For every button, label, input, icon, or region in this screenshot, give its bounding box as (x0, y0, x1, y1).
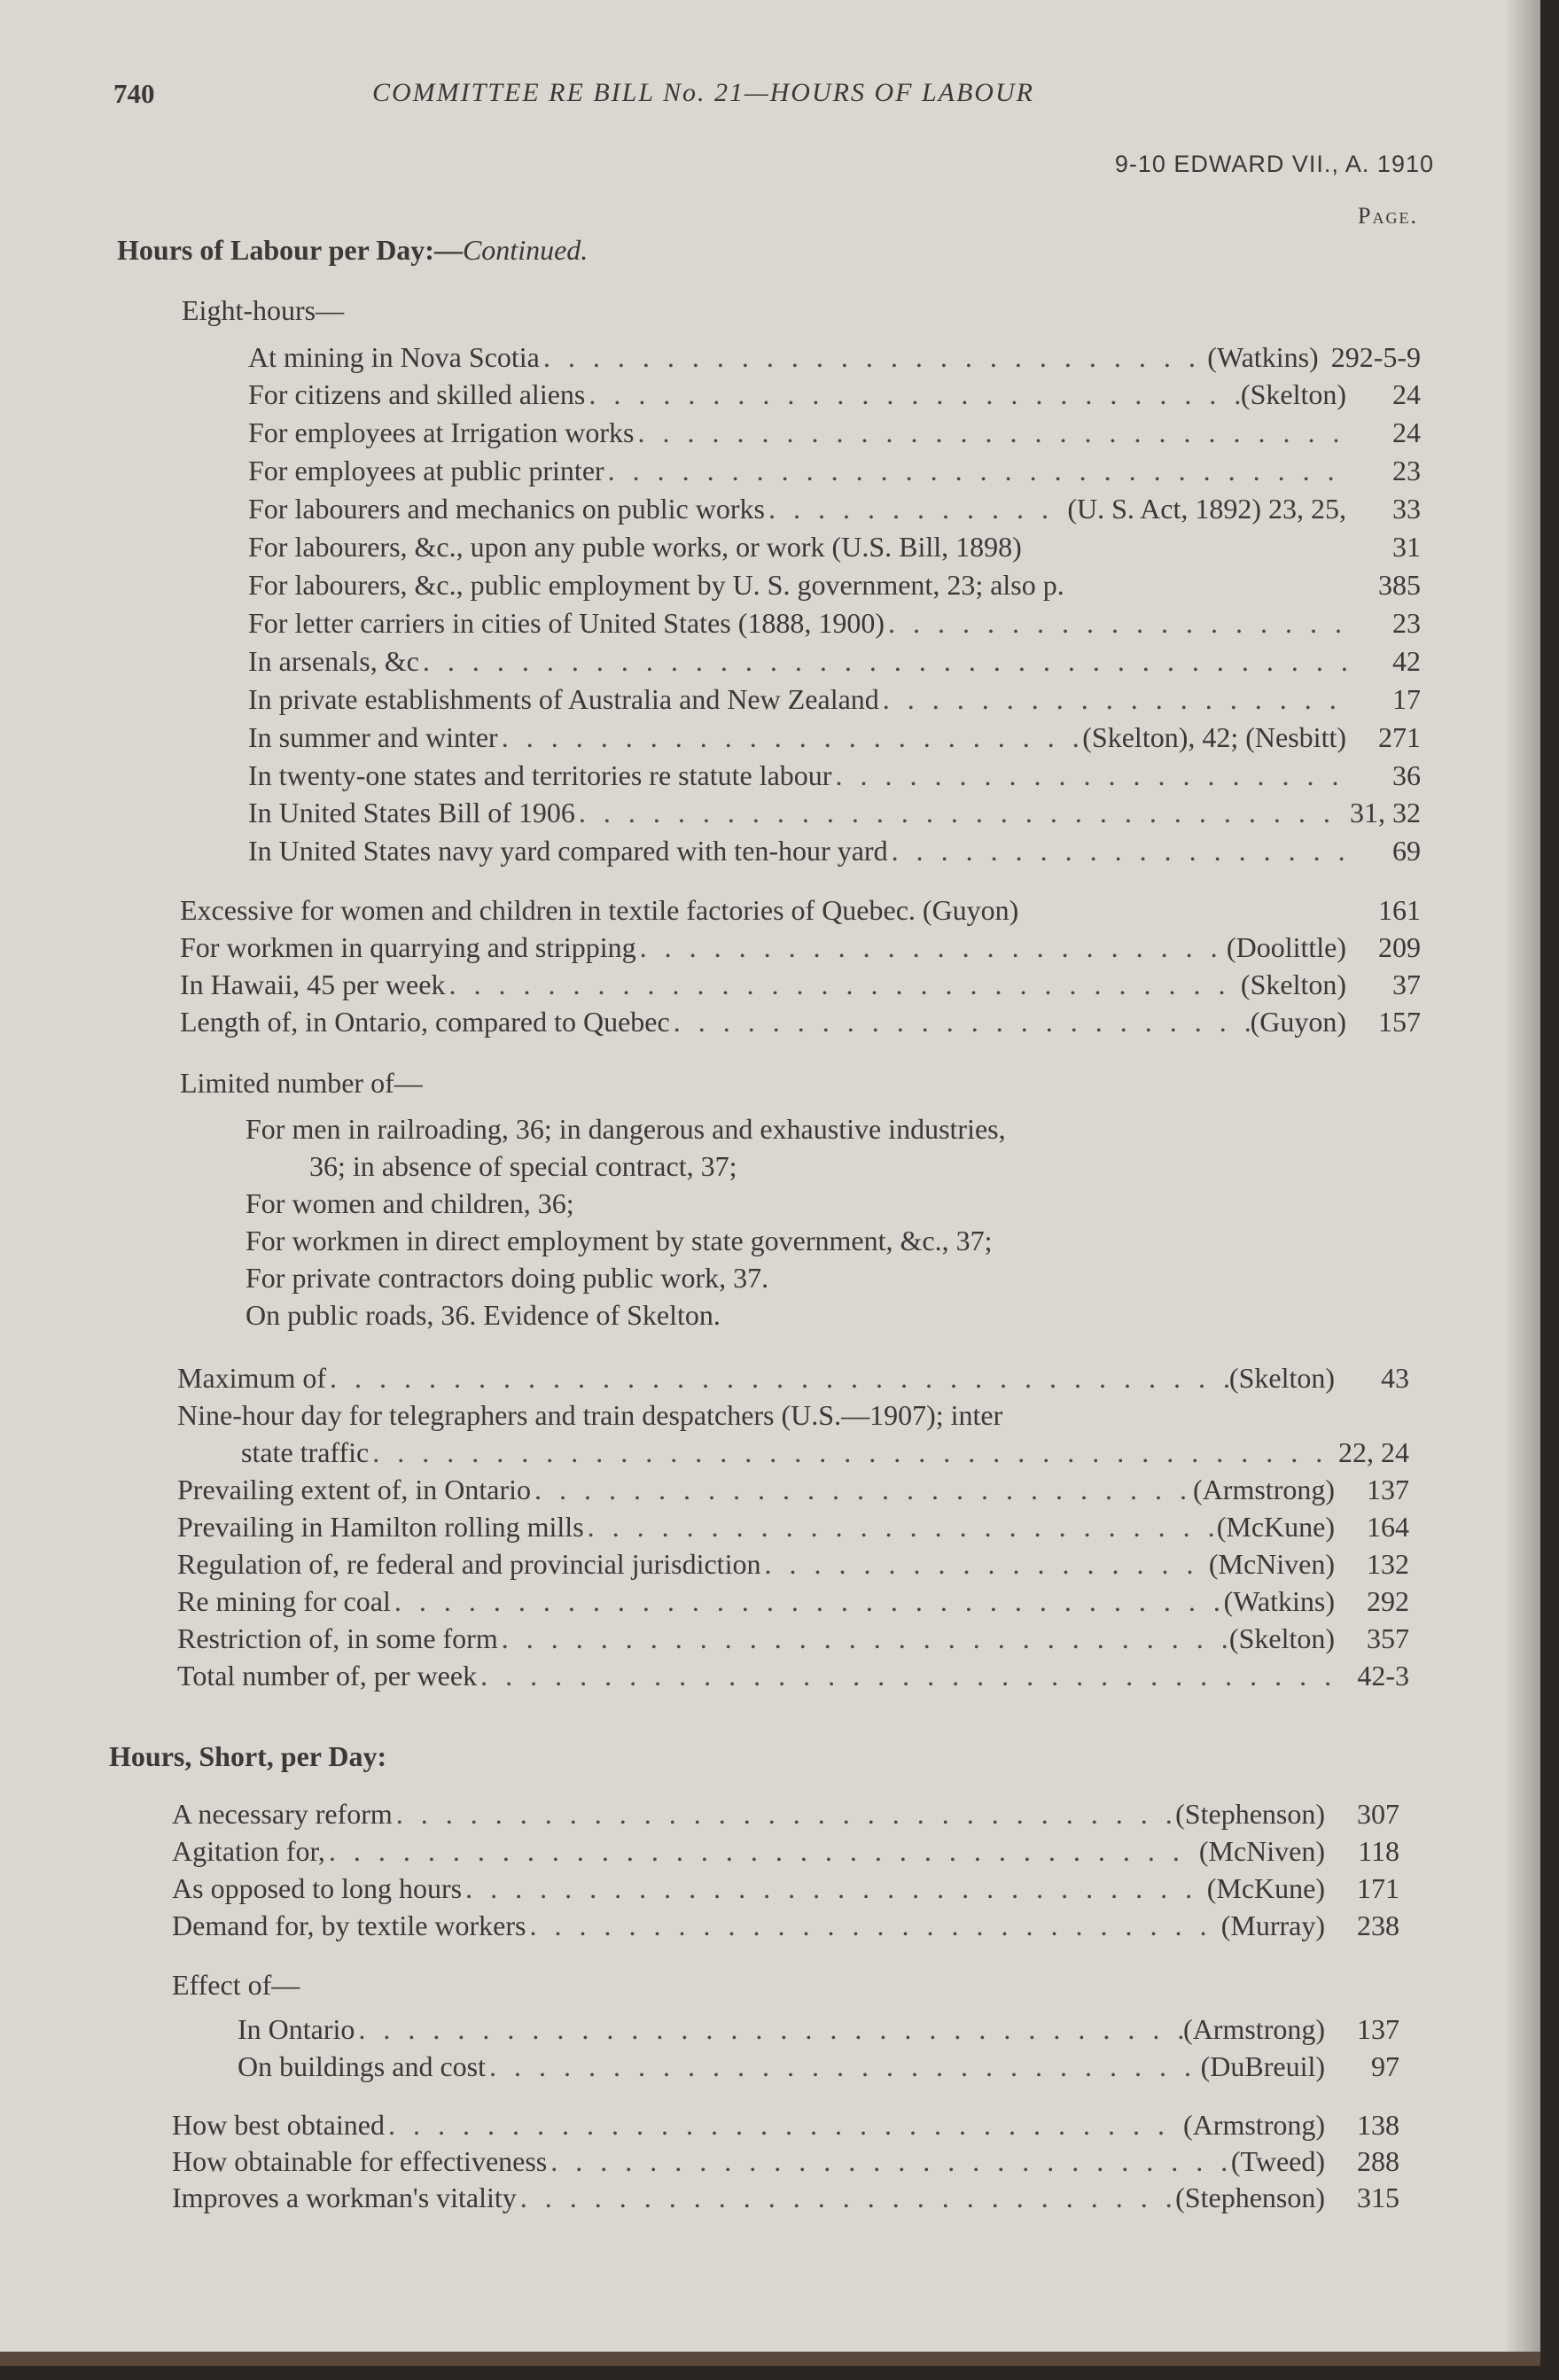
index-entry (248, 453, 1421, 488)
index-entry (177, 1621, 1409, 1656)
index-entry (177, 1658, 1409, 1693)
entry-text: Nine-hour day for telegraphers and train despatchers (U.S.—1907); inter (177, 1399, 1003, 1431)
entry-page: 22, 24 (1338, 1436, 1409, 1468)
entry-page: 171 (1357, 1872, 1399, 1904)
index-entry (238, 2011, 1399, 2047)
index-entry (172, 2180, 1399, 2215)
entry-text: For labourers and mechanics on public works (248, 493, 765, 525)
index-entry (180, 892, 1421, 928)
subheading: Eight-hours— (182, 294, 345, 326)
entry-page: 385 (1378, 569, 1421, 601)
entry-page: 24 (1392, 416, 1421, 448)
entry-witness: (Tweed) (1230, 2145, 1325, 2177)
entry-page: 33 (1392, 493, 1421, 525)
entry-text: How best obtained (172, 2109, 385, 2141)
index-entry (248, 567, 1421, 603)
entry-page: 292-5-9 (1330, 341, 1421, 373)
entry-text: How obtainable for effectiveness (172, 2145, 548, 2177)
entry-page: 37 (1392, 968, 1421, 1000)
entry-witness: (McKune) (1206, 1872, 1325, 1904)
entry-witness: (Skelton), 42; (Nesbitt) (1082, 721, 1346, 753)
entry-page: 164 (1367, 1511, 1409, 1543)
entry-text: Agitation for, (172, 1835, 325, 1867)
index-entry (241, 1435, 1409, 1470)
entry-page: 137 (1367, 1474, 1409, 1505)
entry-witness: (McKune) (1216, 1511, 1335, 1543)
subheading: Effect of— (172, 1969, 300, 2001)
entry-page: 288 (1357, 2145, 1399, 2177)
entry-witness: (Skelton) (1228, 1622, 1335, 1654)
entry-page: 209 (1378, 931, 1421, 963)
paragraph-line: On public roads, 36. Evidence of Skelton. (246, 1299, 721, 1331)
entry-text: Regulation of, re federal and provincial jurisdiction (177, 1548, 761, 1580)
entry-witness: (DuBreuil) (1200, 2050, 1325, 2082)
index-entry (238, 2049, 1399, 2084)
entry-page: 17 (1392, 683, 1421, 715)
entry-page: 43 (1381, 1362, 1409, 1394)
paragraph-line: For women and children, 36; (246, 1187, 574, 1219)
entry-text: In summer and winter (248, 721, 498, 753)
index-entry (177, 1583, 1409, 1619)
entry-text: As opposed to long hours (172, 1872, 463, 1904)
section-heading (109, 1738, 386, 1774)
entry-text: At mining in Nova Scotia (248, 341, 540, 373)
index-entry (248, 491, 1421, 526)
index-entry (172, 1833, 1399, 1869)
entry-text: For citizens and skilled aliens (248, 378, 586, 410)
entry-page: 31, 32 (1350, 797, 1421, 828)
entry-page: 97 (1371, 2050, 1399, 2082)
entry-page: 23 (1392, 455, 1421, 486)
entry-page: 138 (1357, 2109, 1399, 2141)
entry-witness: (Skelton) (1240, 968, 1346, 1000)
entry-text: Maximum of (177, 1362, 326, 1394)
index-entry (248, 415, 1421, 450)
entry-text: Re mining for coal (177, 1585, 391, 1617)
section-heading (117, 232, 588, 268)
entry-text: In United States Bill of 1906 (248, 797, 575, 828)
paragraph-line: For private contractors doing public work, 37. (246, 1262, 769, 1294)
entry-witness: (Armstrong) (1193, 1474, 1335, 1505)
entry-witness: (McNiven) (1198, 1835, 1325, 1867)
entry-witness: (Skelton) (1240, 378, 1346, 410)
index-entry (248, 339, 1421, 375)
index-entry (172, 2107, 1399, 2143)
entry-page: 118 (1358, 1835, 1399, 1867)
index-entry (172, 1871, 1399, 1906)
page-column-label: Page. (1358, 203, 1418, 229)
index-entry (248, 605, 1421, 641)
entry-text: In private establishments of Australia and New Zealand (248, 683, 879, 715)
index-entry (248, 643, 1421, 679)
index-entry (248, 377, 1421, 412)
section-heading-continued: Continued. (462, 234, 589, 266)
entry-page: 357 (1367, 1622, 1409, 1654)
index-entry (180, 967, 1421, 1002)
entry-witness: (Murray) (1220, 1909, 1325, 1941)
paragraph-line: 36; in absence of special contract, 37; (309, 1150, 737, 1182)
section-heading-text: Hours of Labour per Day:— (117, 234, 463, 266)
entry-page: 315 (1357, 2182, 1399, 2213)
entry-text: Demand for, by textile workers (172, 1909, 526, 1941)
entry-page: 69 (1392, 835, 1421, 867)
entry-page: 42 (1392, 645, 1421, 677)
entry-text: On buildings and cost (238, 2050, 486, 2082)
entry-witness: (Skelton) (1228, 1362, 1335, 1394)
entry-text: For letter carriers in cities of United States (1888, 1900) (248, 607, 885, 639)
entry-witness: (McNiven) (1208, 1548, 1335, 1580)
entry-text: For labourers, &c., public employment by U. S. government, 23; also p. (248, 569, 1064, 601)
entry-page: 36 (1392, 759, 1421, 791)
entry-text: Improves a workman's vitality (172, 2182, 517, 2213)
entry-page: 42-3 (1357, 1660, 1409, 1692)
index-entry (248, 681, 1421, 717)
subheading: Limited number of— (180, 1067, 423, 1099)
paragraph-line: For workmen in direct employment by state government, &c., 37; (246, 1225, 993, 1256)
index-entry (177, 1472, 1409, 1507)
index-entry (248, 529, 1421, 564)
entry-text: Prevailing extent of, in Ontario (177, 1474, 532, 1505)
entry-witness: (Armstrong) (1183, 2109, 1325, 2141)
index-entry (248, 795, 1421, 830)
entry-page: 238 (1357, 1909, 1399, 1941)
entry-witness: (U. S. Act, 1892) 23, 25, (1067, 493, 1346, 525)
index-entry (177, 1546, 1409, 1582)
entry-witness: (Watkins) (1207, 341, 1319, 373)
entry-witness: (Armstrong) (1183, 2013, 1325, 2045)
entry-page: 271 (1378, 721, 1421, 753)
index-entry (172, 2143, 1399, 2179)
session-label: 9-10 EDWARD VII., A. 1910 (1114, 151, 1434, 177)
entry-page: 137 (1357, 2013, 1399, 2045)
index-entry (248, 719, 1421, 755)
entry-text: In Ontario (238, 2013, 355, 2045)
entry-text: In arsenals, &c (248, 645, 419, 677)
entry-text: For employees at public printer (248, 455, 604, 486)
entry-witness: (Guyon) (1250, 1006, 1346, 1038)
section-heading-text: Hours, Short, per Day: (109, 1740, 387, 1772)
page-bottom-edge (0, 2352, 1540, 2366)
entry-page: 24 (1392, 378, 1421, 410)
paragraph-line: For men in railroading, 36; in dangerous and exhaustive industries, (246, 1113, 1006, 1145)
index-entry (180, 929, 1421, 965)
index-entry (172, 1908, 1399, 1943)
entry-witness: (Watkins) (1223, 1585, 1335, 1617)
index-entry (248, 758, 1421, 793)
entry-witness: (Stephenson) (1175, 2182, 1325, 2213)
entry-text: In Hawaii, 45 per week (180, 968, 446, 1000)
entry-text: Total number of, per week (177, 1660, 478, 1692)
index-entry (180, 1004, 1421, 1039)
entry-text: Length of, in Ontario, compared to Quebec (180, 1006, 670, 1038)
entry-text: Prevailing in Hamilton rolling mills (177, 1511, 584, 1543)
running-title: COMMITTEE RE BILL No. 21—HOURS OF LABOUR (372, 78, 1034, 107)
page-edge-shadow (1505, 0, 1540, 2366)
entry-page: 23 (1392, 607, 1421, 639)
entry-page: 307 (1357, 1798, 1399, 1830)
index-entry (177, 1509, 1409, 1544)
entry-page: 157 (1378, 1006, 1421, 1038)
entry-page: 161 (1378, 894, 1421, 926)
page-number: 740 (113, 78, 155, 109)
entry-text: Excessive for women and children in textile factories of Quebec. (Guyon) (180, 894, 1019, 926)
entry-page: 31 (1392, 531, 1421, 563)
index-entry (172, 1796, 1399, 1832)
entry-witness: (Stephenson) (1175, 1798, 1325, 1830)
entry-text: A necessary reform (172, 1798, 393, 1830)
entry-text: For workmen in quarrying and stripping (180, 931, 636, 963)
entry-text: state traffic (241, 1436, 370, 1468)
entry-text: In twenty-one states and territories re statute labour (248, 759, 832, 791)
index-entry (248, 833, 1421, 868)
entry-text: For employees at Irrigation works (248, 416, 635, 448)
entry-page: 292 (1367, 1585, 1409, 1617)
entry-page: 132 (1367, 1548, 1409, 1580)
entry-text: In United States navy yard compared with ten-hour yard (248, 835, 888, 867)
entry-witness: (Doolittle) (1226, 931, 1346, 963)
index-entry (177, 1360, 1409, 1396)
entry-text: For labourers, &c., upon any puble works, or work (U.S. Bill, 1898) (248, 531, 1022, 563)
index-entry (177, 1397, 1409, 1433)
entry-text: Restriction of, in some form (177, 1622, 498, 1654)
